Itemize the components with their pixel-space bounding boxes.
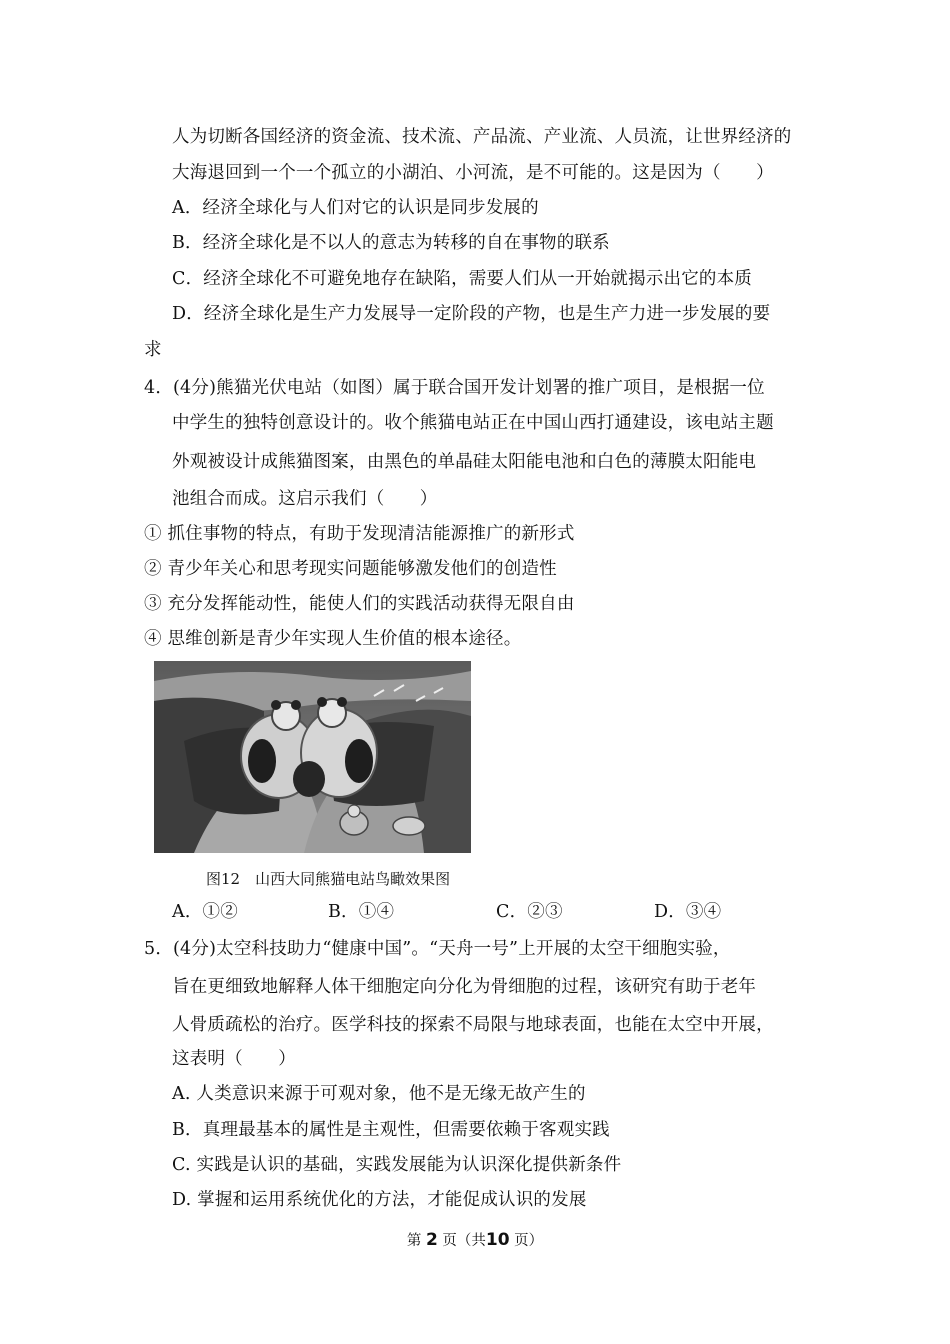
q3-option-b: B．经济全球化是不以人的意志为转移的自在事物的联系 xyxy=(172,233,610,253)
q5-option-c: C. 实践是认识的基础，实践发展能为认识深化提供新条件 xyxy=(172,1155,622,1175)
q4-option-c: C．②③ xyxy=(496,902,563,922)
footer-prefix: 第 xyxy=(406,1233,422,1249)
q3-option-c: C．经济全球化不可避免地存在缺陷，需要人们从一开始就揭示出它的本质 xyxy=(172,269,752,289)
q5-option-a: A. 人类意识来源于可观对象，他不是无缘无故产生的 xyxy=(172,1084,586,1104)
q4-option-a: A．①② xyxy=(172,902,238,922)
q3-stem-line-1: 人为切断各国经济的资金流、技术流、产品流、产业流、人员流，让世界经济的 xyxy=(172,127,792,147)
figure-caption: 图12 山西大同熊猫电站鸟瞰效果图 xyxy=(206,870,451,888)
q4-statement-1: ① 抓住事物的特点，有助于发现清洁能源推广的新形式 xyxy=(144,524,575,544)
q4-option-b: B．①④ xyxy=(328,902,395,922)
q5-stem-line-2: 旨在更细致地解释人体干细胞定向分化为骨细胞的过程，该研究有助于老年 xyxy=(172,977,757,997)
footer-suffix: 页） xyxy=(514,1233,544,1249)
q5-stem-line-1: 5．(4分)太空科技助力“健康中国”。“天舟一号”上开展的太空干细胞实验， xyxy=(144,939,731,959)
q5-option-d: D. 掌握和运用系统优化的方法，才能促成认识的发展 xyxy=(172,1190,587,1210)
q3-option-d-continued: 求 xyxy=(144,340,162,360)
q3-option-d: D．经济全球化是生产力发展导一定阶段的产物，也是生产力进一步发展的要 xyxy=(172,304,771,324)
footer-total-pages: 10 xyxy=(485,1230,510,1250)
page-footer xyxy=(0,1229,950,1252)
footer-middle: 页（共 xyxy=(442,1233,486,1249)
footer-page-number: 2 xyxy=(425,1230,438,1250)
panda-power-station-image xyxy=(154,661,471,853)
q5-option-b: B．真理最基本的属性是主观性，但需要依赖于客观实践 xyxy=(172,1120,610,1140)
q4-statement-3: ③ 充分发挥能动性，能使人们的实践活动获得无限自由 xyxy=(144,594,575,614)
q4-option-d: D．③④ xyxy=(654,902,722,922)
q3-stem-line-2: 大海退回到一个一个孤立的小湖泊、小河流，是不可能的。这是因为（ ） xyxy=(172,163,774,183)
q4-statement-4: ④ 思维创新是青少年实现人生价值的根本途径。 xyxy=(144,629,522,649)
q4-stem-line-4: 池组合而成。这启示我们（ ） xyxy=(172,489,438,509)
q4-statement-2: ② 青少年关心和思考现实问题能够激发他们的创造性 xyxy=(144,559,557,579)
q4-stem-line-3: 外观被设计成熊猫图案，由黑色的单晶硅太阳能电池和白色的薄膜太阳能电 xyxy=(172,452,757,472)
q4-stem-line-2: 中学生的独特创意设计的。收个熊猫电站正在中国山西打通建设，该电站主题 xyxy=(172,413,774,433)
q4-stem-line-1: 4．(4分)熊猫光伏电站（如图）属于联合国开发计划署的推广项目，是根据一位 xyxy=(144,378,765,398)
q5-stem-line-3: 人骨质疏松的治疗。医学科技的探索不局限与地球表面，也能在太空中开展， xyxy=(172,1015,774,1035)
panda-aerial-illustration xyxy=(154,661,471,853)
q5-stem-line-4: 这表明（ ） xyxy=(172,1049,296,1069)
q3-option-a: A．经济全球化与人们对它的认识是同步发展的 xyxy=(172,198,539,218)
